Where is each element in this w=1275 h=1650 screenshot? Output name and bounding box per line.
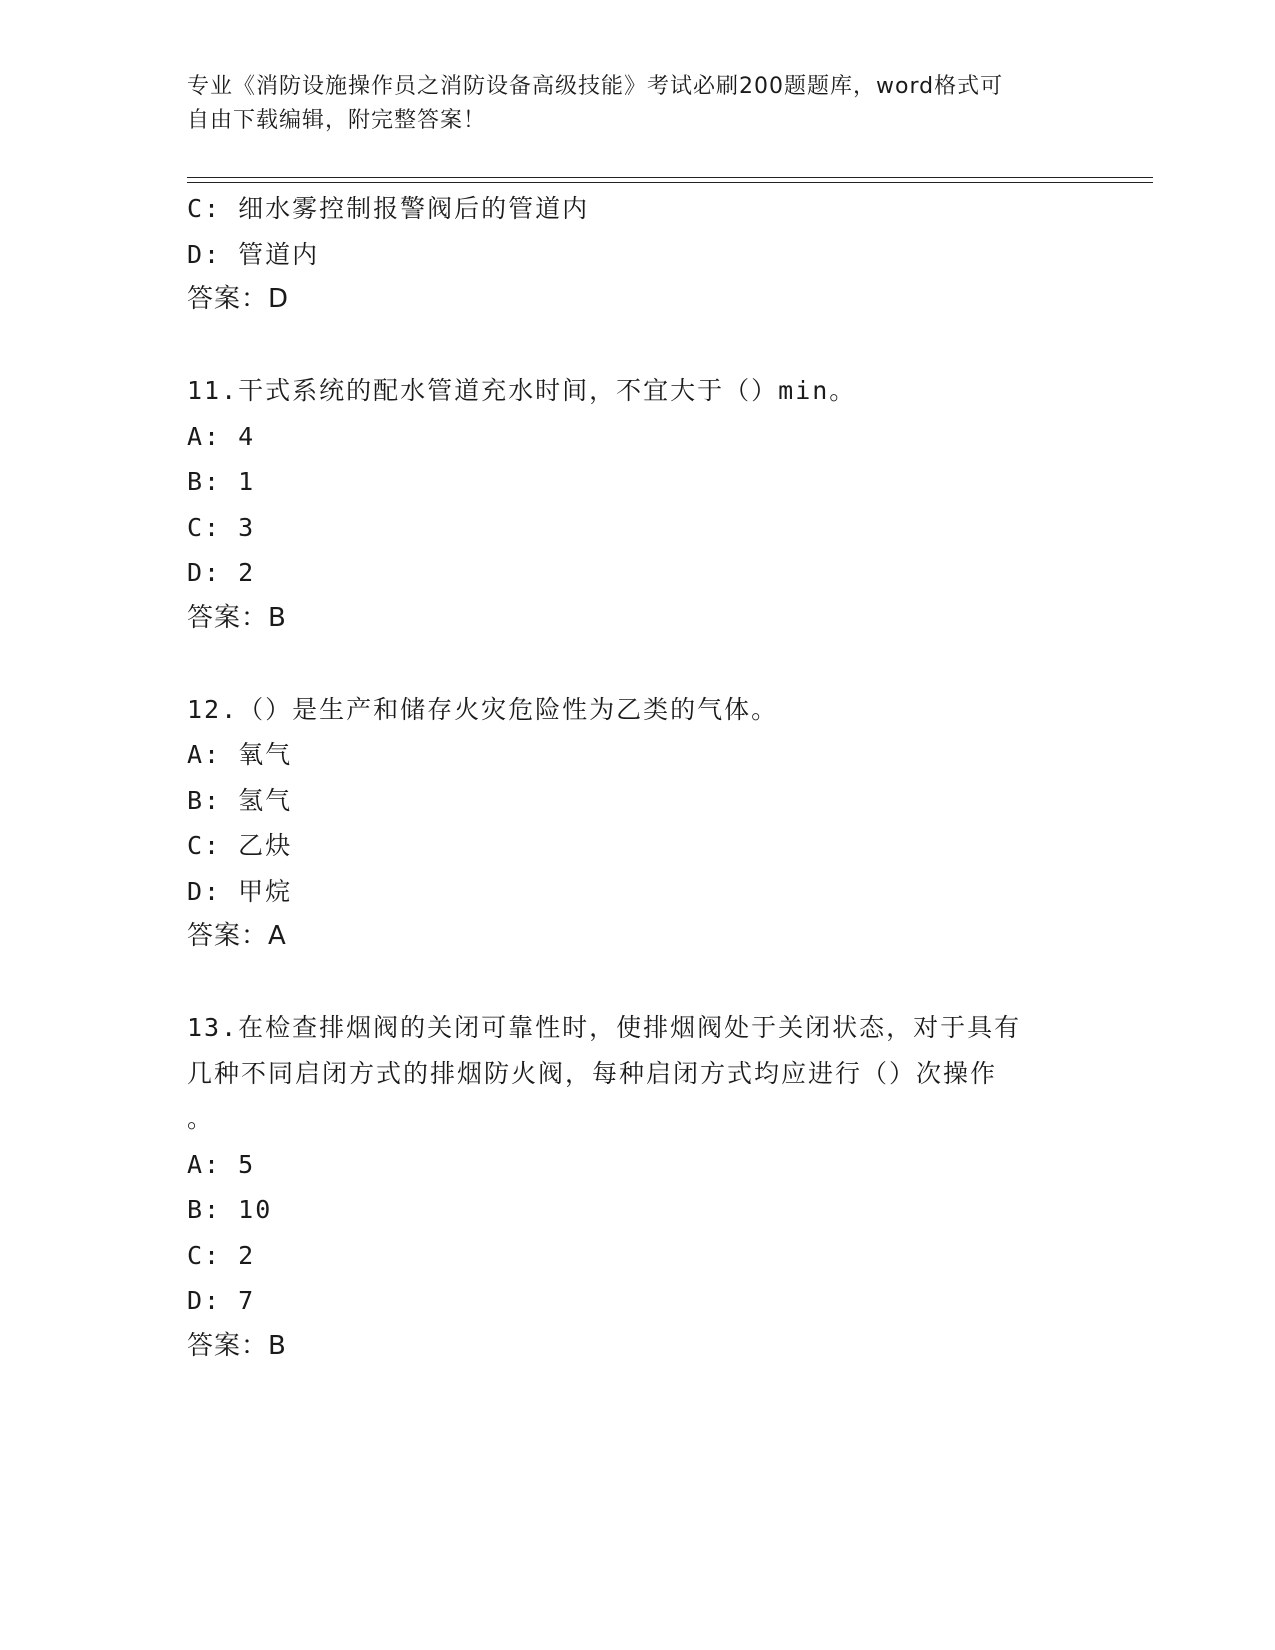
header-line-2: 自由下载编辑，附完整答案！ <box>187 108 487 133</box>
question-11 <box>187 368 1087 641</box>
option-a: A: 4 <box>187 421 256 451</box>
option-d: D: 2 <box>187 558 256 587</box>
answer: 答案：B <box>187 602 287 633</box>
option-a: A: 5 <box>187 1149 256 1179</box>
question-stem-line: 13.在检查排烟阀的关闭可靠性时，使排烟阀处于关闭状态，对于具有 <box>187 1013 1022 1042</box>
spacer <box>187 960 1087 1006</box>
header-divider-bottom <box>187 182 1153 183</box>
question-stem: 11.干式系统的配水管道充水时间，不宜大于（）min。 <box>187 376 857 405</box>
question-stem: 12.（）是生产和储存火灾危险性为乙类的气体。 <box>187 694 779 724</box>
document-header <box>187 70 1067 138</box>
spacer <box>187 323 1087 369</box>
option-b: B: 10 <box>187 1195 273 1224</box>
question-content <box>187 186 1087 1369</box>
option-c: C: 细水雾控制报警阀后的管道内 <box>187 194 590 223</box>
question-13 <box>187 1005 1087 1369</box>
option-c: C: 2 <box>187 1240 256 1270</box>
question-12 <box>187 687 1087 960</box>
answer: 答案：B <box>187 1330 287 1361</box>
option-b: B: 氢气 <box>187 785 293 815</box>
header-line-1: 专业《消防设施操作员之消防设备高级技能》考试必刷200题题库，word格式可 <box>187 74 1004 99</box>
option-d: D: 7 <box>187 1286 256 1315</box>
option-c: C: 乙炔 <box>187 831 293 860</box>
question-stem-line: 几种不同启闭方式的排烟防火阀，每种启闭方式均应进行（）次操作 <box>187 1058 998 1088</box>
option-c: C: 3 <box>187 512 256 542</box>
prev-question <box>187 186 1087 323</box>
option-d: D: 甲烷 <box>187 876 293 906</box>
question-stem <box>187 1005 1087 1142</box>
answer: 答案：A <box>187 921 287 951</box>
header-divider-top <box>187 177 1153 178</box>
option-b: B: 1 <box>187 467 256 496</box>
option-d: D: 管道内 <box>187 239 320 269</box>
spacer <box>187 641 1087 687</box>
question-stem-line: 。 <box>187 1104 215 1133</box>
answer: 答案：D <box>187 284 290 314</box>
option-a: A: 氧气 <box>187 740 293 769</box>
